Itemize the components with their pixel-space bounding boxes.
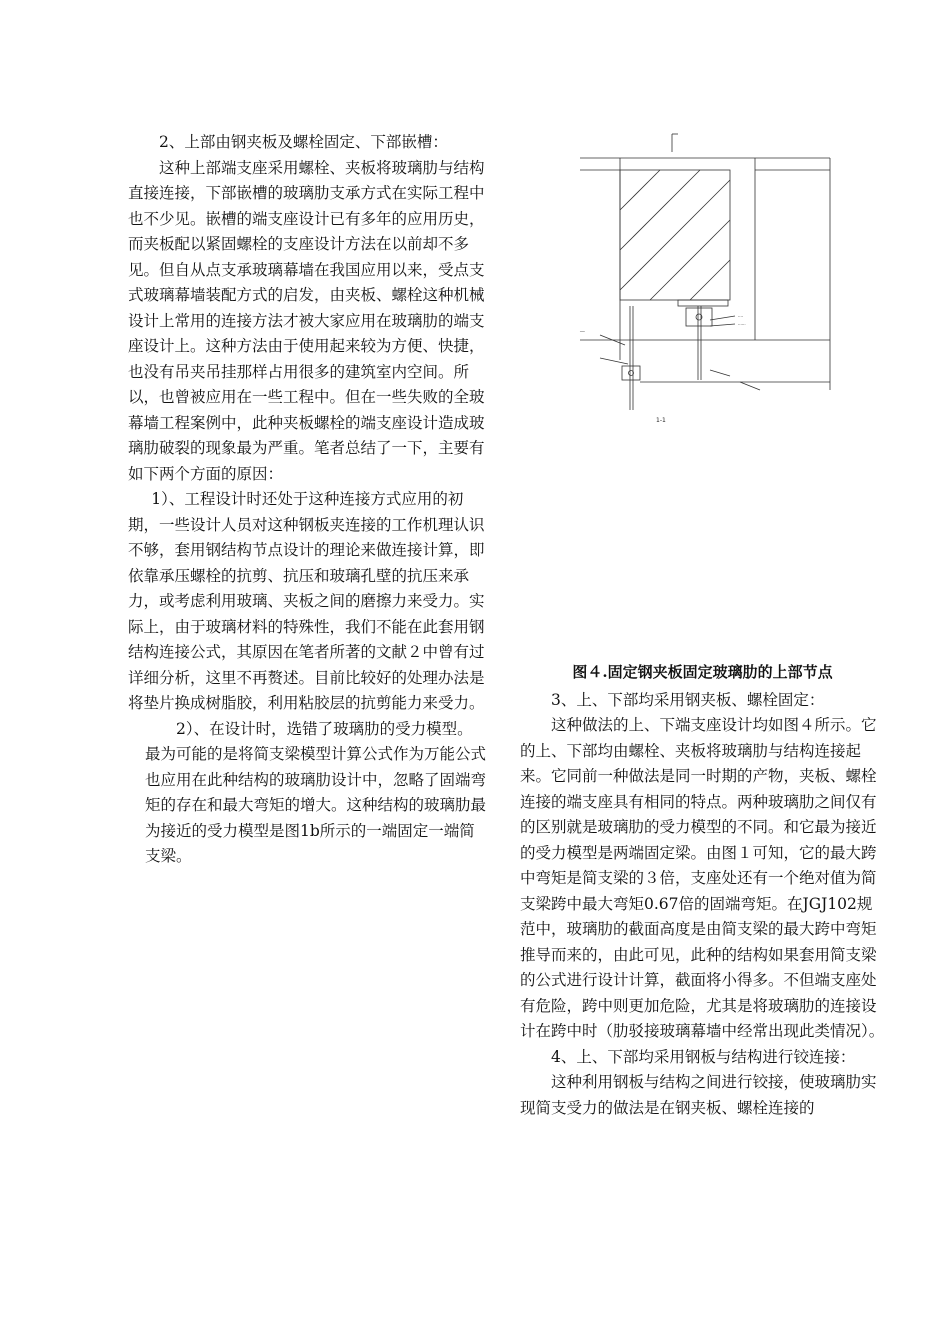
- svg-text:····: ····: [738, 314, 744, 319]
- svg-text:······: ······: [738, 322, 746, 327]
- section-label: 1-1: [656, 417, 666, 424]
- svg-text:──: ──: [580, 329, 585, 334]
- reason-2: 2）、在设计时，选错了玻璃肋的受力模型。最为可能的是将简支梁模型计算公式作为万能公式也应用在此种结构的玻璃肋设计中，忽略了固端弯矩的存在和最大弯矩的增大。这种结构的玻璃肋最为接近的受力模型是图1b所示的一端固定一端简支梁。: [145, 719, 487, 865]
- reason-1: 1）、工程设计时还处于这种连接方式应用的初期，一些设计人员对这种钢板夹连接的工作机理认识不够，套用钢结构节点设计的理论来做连接计算，即依靠承压螺栓的抗剪、抗压和玻璃孔壁的抗压来承力，或考虑利用玻璃、夹板之间的磨擦力来受力。实际上，由于玻璃材料的特殊性，我们不能在此套用钢结构连接公式，其原因在笔者所著的文献２中曾有过详细分析，这里不再赘述。目前比较好的处理办法是将垫片换成树脂胶，利用粘胶层的抗剪能力来受力。: [128, 490, 485, 712]
- section-heading-2: 2、上部由钢夹板及螺栓固定、下部嵌槽：: [159, 133, 448, 151]
- figure-caption: 图４.固定钢夹板固定玻璃肋的上部节点: [572, 663, 833, 681]
- figure-4-drawing: [560, 130, 850, 430]
- left-column: [128, 130, 488, 870]
- right-column: [520, 660, 885, 1121]
- section-detail-drawing: [560, 130, 850, 430]
- section-heading-3: 3、上、下部均采用钢夹板、螺栓固定：: [551, 690, 825, 709]
- paragraph-bolt-clamp: 这种上部端支座采用螺栓、夹板将玻璃肋与结构直接连接，下部嵌槽的玻璃肋支承方式在实际工程中也不少见。嵌槽的端支座设计已有多年的应用历史，而夹板配以紧固螺栓的支座设计方法在以前却不多见。但自从点支承玻璃幕墙在我国应用以来，受点支式玻璃幕墙装配方式的启发，由夹板、螺栓这种机械设计上常用的连接方法才被大家应用在玻璃肋的端支座设计上。这种方法由于使用起来较为方便、快捷，也没有吊夹吊挂那样占用很多的建筑室内空间。所以，也曾被应用在一些工程中。但在一些失败的全玻幕墙工程案例中，此种夹板螺栓的端支座设计造成玻璃肋破裂的现象最为严重。笔者总结了一下，主要有如下两个方面的原因：: [128, 158, 485, 483]
- paragraph-both-ends-fixed: 这种做法的上、下端支座设计均如图４所示。它的上、下部均由螺栓、夹板将玻璃肋与结构连接起来。它同前一种做法是同一时期的产物，夹板、螺栓连接的端支座具有相同的特点。两种玻璃肋之间仅有的区别就是玻璃肋的受力模型的不同。和它最为接近的受力模型是两端固定梁。由图１可知，它的最大跨中弯矩是简支梁的３倍，支座处还有一个绝对值为简支梁跨中最大弯矩0.67倍的固端弯矩。在JGJ102规范中，玻璃肋的截面高度是由简支梁的最大跨中弯矩推导而来的，由此可见，此种的结构如果套用简支梁的公式进行设计计算，截面将小得多。不但端支座处有危险，跨中则更加危险，尤其是将玻璃肋的连接设计在跨中时（肋驳接玻璃幕墙中经常出现此类情况）。: [520, 716, 885, 1040]
- section-heading-4: 4、上、下部均采用钢板与结构进行铰连接：: [551, 1047, 856, 1066]
- paragraph-hinged: 这种利用钢板与结构之间进行铰接，使玻璃肋实现简支受力的做法是在钢夹板、螺栓连接的: [520, 1073, 877, 1117]
